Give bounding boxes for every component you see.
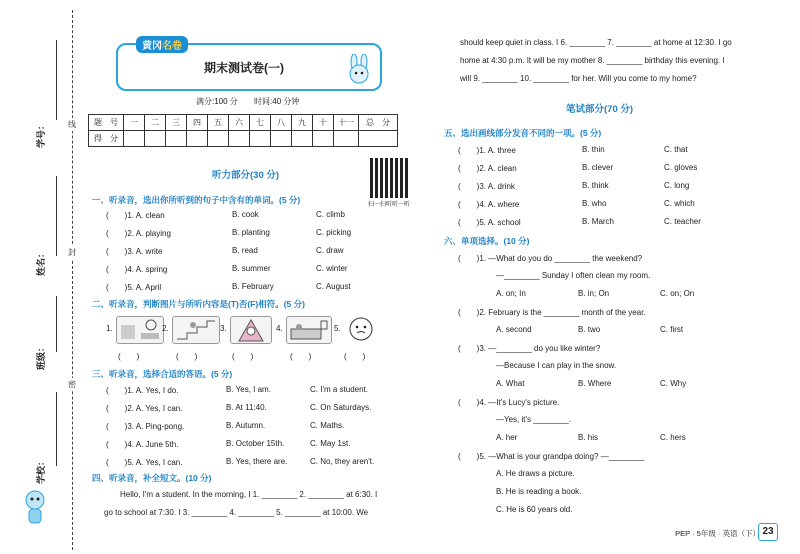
q3-item-c: C. On Saturdays. [310, 403, 372, 412]
seal-glyph: 线 [68, 120, 76, 129]
q6-question: ( )1. —What do you do ________ the weekend? [458, 254, 643, 263]
score-cell: 三 [166, 115, 187, 131]
exam-info [196, 96, 299, 107]
score-cell: 八 [271, 115, 292, 131]
q2-answer-bracket[interactable]: ( ) [232, 352, 254, 361]
q6-option-a: A. on; In [496, 289, 526, 298]
score-input-cell[interactable] [292, 131, 313, 147]
q2-num: 5. [334, 324, 341, 333]
q3-item-a: ( )3. A. Ping-pong. [106, 422, 185, 431]
q5-item-b: B. thin [582, 145, 605, 154]
seal-glyph: 封 [68, 248, 76, 257]
picture-bedroom [286, 316, 332, 344]
q3-item-a: ( )5. A. Yes, I can. [106, 458, 183, 467]
q1-item-c: C. climb [316, 210, 345, 219]
q5-item-b: B. clever [582, 163, 614, 172]
score-cell: 十一 [334, 115, 359, 131]
score-table-header-row [89, 115, 398, 131]
brand-text-b: 名卷 [162, 41, 182, 52]
q1-item-b: B. cook [232, 210, 259, 219]
q1-item-b: B. planting [232, 228, 270, 237]
qr-code-icon[interactable] [370, 158, 410, 198]
q6-option-b: B. Where [578, 379, 612, 388]
score-cell: 六 [229, 115, 250, 131]
q2-heading: 二、听录音，判断图片与所听内容是(T)否(F)相符。(5 分) [92, 299, 305, 309]
score-table [88, 114, 398, 147]
q5-item-c: C. gloves [664, 163, 698, 172]
q6-option-c: C. He is 60 years old. [496, 505, 573, 514]
q1-item-b: B. February [232, 282, 274, 291]
q6-option-a: A. second [496, 325, 532, 334]
q3-item-a: ( )2. A. Yes, I can. [106, 404, 183, 413]
q1-item-b: B. read [232, 246, 258, 255]
q5-item-c: C. teacher [664, 217, 701, 226]
brand-logo [136, 36, 188, 53]
q4-passage-line: go to school at 7:30. I 3. ________ 4. ________ 5. ________ at 10:00. We [104, 508, 369, 517]
q6-option-b: B. in; On [578, 289, 610, 298]
q2-num: 1. [106, 324, 113, 333]
score-input-cell[interactable] [166, 131, 187, 147]
binding-margin [0, 0, 78, 554]
score-cell: 一 [124, 115, 145, 131]
q3-item-b: B. Autumn. [226, 421, 266, 430]
score-input-cell[interactable] [145, 131, 166, 147]
q1-item-c: C. draw [316, 246, 344, 255]
picture-child [230, 316, 272, 344]
q6-option-c: C. hers [660, 433, 686, 442]
q5-item-b: B. who [582, 199, 607, 208]
q2-num: 3. [220, 324, 227, 333]
q6-question: ( )2. February is the ________ month of the year. [458, 308, 646, 317]
q3-item-a: ( )4. A. June 5th. [106, 440, 179, 449]
q6-question: ( )4. —It's Lucy's picture. [458, 398, 560, 407]
class-line [56, 296, 57, 352]
written-section-title: 笔试部分(70 分) [566, 104, 634, 115]
score-table-score-row [89, 131, 398, 147]
seal-glyph: 密 [68, 380, 76, 389]
q1-item-a: ( )2. A. playing [106, 229, 171, 238]
q1-item-a: ( )5. A. April [106, 283, 162, 292]
q5-item-a: ( )4. A. where [458, 200, 520, 209]
score-cell: 二 [145, 115, 166, 131]
q2-answer-bracket[interactable]: ( ) [344, 352, 366, 361]
q6-option-c: C. on; On [660, 289, 695, 298]
q3-heading: 三、听录音，选择合适的答语。(5 分) [92, 369, 233, 379]
school-label: 学校： [36, 456, 46, 484]
q1-item-c: C. August [316, 282, 351, 291]
q6-option-b: B. his [578, 433, 599, 442]
cut-line [72, 10, 73, 550]
q3-item-b: B. Yes, I am. [226, 385, 271, 394]
q2-answer-bracket[interactable]: ( ) [290, 352, 312, 361]
q2-answer-bracket[interactable]: ( ) [118, 352, 140, 361]
score-cell: 总 分 [359, 115, 398, 131]
picture-stairs [172, 316, 220, 344]
score-cell: 七 [250, 115, 271, 131]
footer-text: PEP · 5年级 · 英语（下） [675, 529, 760, 538]
q2-num: 4. [276, 324, 283, 333]
page-title: 期末测试卷(一) [204, 61, 284, 75]
picture-face [344, 316, 378, 342]
q6-option-a: A. He draws a picture. [496, 469, 575, 478]
class-label: 班级： [36, 342, 46, 370]
page-number: 23 [758, 523, 778, 541]
q2-answer-bracket[interactable]: ( ) [176, 352, 198, 361]
picture-kitchen [116, 316, 164, 344]
q5-item-a: ( )5. A. school [458, 218, 521, 227]
q5-item-c: C. which [664, 199, 695, 208]
q1-item-a: ( )1. A. clean [106, 211, 165, 220]
passage-continued-line: will 9. ________ 10. ________ for her. Will you come to my home? [460, 74, 697, 83]
q6-option-c: C. Why [660, 379, 687, 388]
q1-heading: 一、听录音，选出你所听到的句子中含有的单词。(5 分) [92, 195, 301, 205]
q1-item-b: B. summer [232, 264, 271, 273]
q5-item-b: B. think [582, 181, 609, 190]
score-input-cell[interactable] [271, 131, 292, 147]
name-label: 姓名： [36, 248, 46, 276]
listening-section-title: 听力部分(30 分) [212, 170, 280, 181]
q1-item-a: ( )3. A. write [106, 247, 163, 256]
q6-option-b: B. He is reading a book. [496, 487, 582, 496]
q3-item-c: C. Maths. [310, 421, 345, 430]
q5-item-b: B. March [582, 217, 615, 226]
q6-question: ( )5. —What is your grandpa doing? —________ [458, 452, 645, 461]
qr-caption: 扫一扫听听一听 [368, 202, 411, 208]
passage-continued-line: should keep quiet in class. I 6. ________ 7. ________ at home at 12:30. I go [460, 38, 732, 47]
score-cell: 得 分 [89, 131, 124, 147]
q5-heading: 五、选出画线部分发音不同的一项。(5 分) [444, 128, 602, 138]
score-cell: 五 [208, 115, 229, 131]
q3-item-b: B. October 15th. [226, 439, 285, 448]
q1-item-a: ( )4. A. spring [106, 265, 168, 274]
q5-item-c: C. long [664, 181, 690, 190]
q6-question-line2: —Yes, it's ________. [496, 415, 572, 424]
score-input-cell[interactable] [250, 131, 271, 147]
score-input-cell[interactable] [229, 131, 250, 147]
q6-heading: 六、单项选择。(10 分) [444, 236, 530, 246]
rabbit-mascot-icon [344, 54, 378, 84]
school-line [56, 392, 57, 466]
q6-question-line2: —________ Sunday I often clean my room. [496, 271, 651, 280]
score-cell: 四 [187, 115, 208, 131]
q6-option-a: A. What [496, 379, 525, 388]
brand-text-a: 黄冈 [142, 41, 162, 52]
q4-heading: 四、听录音，补全短文。(10 分) [92, 473, 212, 483]
q3-item-c: C. No, they aren't. [310, 457, 375, 466]
q3-item-b: B. At 11:40. [226, 403, 267, 412]
q5-item-a: ( )3. A. drink [458, 182, 515, 191]
q5-item-a: ( )2. A. clean [458, 164, 517, 173]
score-input-cell[interactable] [359, 131, 398, 147]
passage-continued-line: home at 4:30 p.m. It will be my mother 8. ________ birthday this evening. I [460, 56, 725, 65]
q2-num: 2. [162, 324, 169, 333]
q3-item-c: C. I'm a student. [310, 385, 368, 394]
q3-item-c: C. May 1st. [310, 439, 351, 448]
q6-question-line2: —Because I can play in the snow. [496, 361, 617, 370]
q1-item-c: C. winter [316, 264, 348, 273]
time-limit: 时间:40 分钟 [254, 97, 300, 106]
q6-question: ( )3. —________ do you like winter? [458, 344, 601, 353]
score-input-cell[interactable] [208, 131, 229, 147]
full-score: 满分:100 分 [196, 97, 238, 106]
q4-passage-line: Hello, I'm a student. In the morning, I 1. ________ 2. ________ at 6:30. I [120, 490, 378, 499]
student-id-line [56, 40, 57, 120]
score-input-cell[interactable] [187, 131, 208, 147]
score-input-cell[interactable] [313, 131, 334, 147]
q3-item-a: ( )1. A. Yes, I do. [106, 386, 179, 395]
q1-item-c: C. picking [316, 228, 352, 237]
q6-option-c: C. first [660, 325, 684, 334]
q6-option-b: B. two [578, 325, 601, 334]
score-input-cell[interactable] [334, 131, 359, 147]
score-cell: 十 [313, 115, 334, 131]
q5-item-a: ( )1. A. three [458, 146, 516, 155]
mascot-icon [20, 488, 50, 528]
q5-item-c: C. that [664, 145, 688, 154]
score-input-cell[interactable] [124, 131, 145, 147]
score-cell: 九 [292, 115, 313, 131]
score-cell: 题 号 [89, 115, 124, 131]
q3-item-b: B. Yes, there are. [226, 457, 288, 466]
student-id-label: 学号： [36, 120, 46, 148]
q6-option-a: A. her [496, 433, 518, 442]
name-line [56, 176, 57, 256]
